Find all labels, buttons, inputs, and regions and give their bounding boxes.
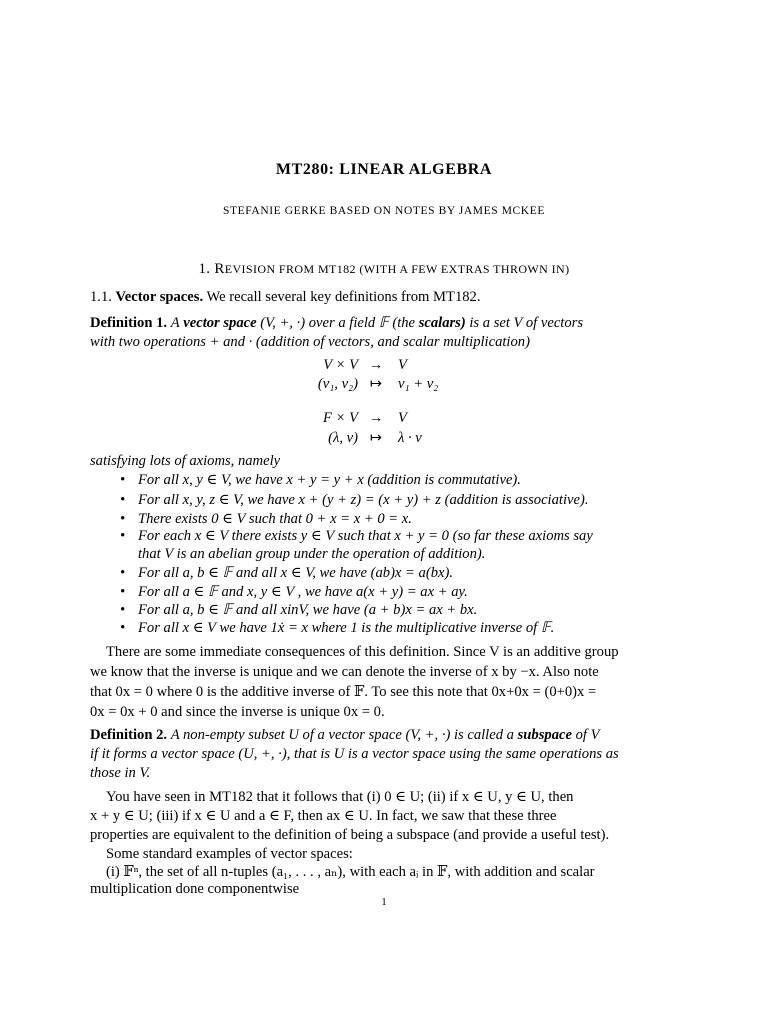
subsection-number: 1.1. xyxy=(90,289,112,305)
axiom-continuation: that V is an abelian group under the operation of addition). xyxy=(138,546,486,562)
definition-2-line-3: those in V. xyxy=(90,765,151,781)
axiom-item xyxy=(120,600,698,620)
definition-1-text: (V, +, ·) over a field 𝔽 (the xyxy=(260,315,416,331)
section-number: 1. xyxy=(198,261,211,277)
definition-2-line-1 xyxy=(90,725,668,745)
definition-2-label: Definition 2. xyxy=(90,727,168,743)
definition-1-label: Definition 1. xyxy=(90,315,168,331)
paragraph-line: that 0x = 0 where 0 is the additive inverse of 𝔽. To see this note that 0x+0x = (0+0)x = xyxy=(90,684,597,700)
section-title-initial: R xyxy=(214,261,225,277)
bullet-icon: • xyxy=(120,528,126,544)
axiom-item xyxy=(120,618,698,638)
map-arrow: ↦ xyxy=(369,430,383,446)
map-arrow: → xyxy=(368,410,384,426)
axiom-item xyxy=(120,582,698,602)
paragraph-line: properties are equivalent to the definition of being a subspace (and provide a useful test). xyxy=(90,827,610,843)
paragraph-line: There are some immediate consequences of this definition. Since V is an additive group xyxy=(106,644,619,660)
bullet-icon: • xyxy=(120,511,126,527)
map-domain: (λ, v) xyxy=(328,430,358,446)
section-heading xyxy=(0,259,768,279)
bullet-icon: • xyxy=(120,472,126,488)
axiom-text: For all a, b ∈ 𝔽 and all x ∈ V, we have (ab)x = a(bx). xyxy=(138,565,453,581)
definition-2-line-2: if it forms a vector space (U, +, ·), that is U is a vector space using the same operations as xyxy=(90,746,619,762)
map-codomain: V xyxy=(398,357,407,373)
definition-1-term-scalars: scalars) xyxy=(418,315,466,331)
document-authors: STEFANIE GERKE BASED ON NOTES BY JAMES MCKEE xyxy=(223,205,545,217)
map-domain: V × V xyxy=(323,357,358,373)
section-title-rest: EVISION FROM MT182 (WITH A FEW EXTRAS THROWN IN) xyxy=(224,262,570,276)
definition-1-term: vector space xyxy=(183,315,257,331)
subsection-line xyxy=(90,287,668,307)
axiom-text: For all x ∈ V we have 1ẋ = x where 1 is the multiplicative inverse of 𝔽. xyxy=(138,620,555,636)
map-codomain: V xyxy=(398,410,407,426)
definition-2-text: of V xyxy=(575,727,600,743)
map-codomain: v₁ + v₂ xyxy=(398,376,439,392)
definition-1-line-1 xyxy=(90,313,668,333)
bullet-icon: • xyxy=(120,584,126,600)
subsection-heading: Vector spaces. xyxy=(115,289,204,305)
page-number: 1 xyxy=(381,896,387,908)
map-domain: F × V xyxy=(323,410,358,426)
axiom-text: For all x, y, z ∈ V, we have x + (y + z) = (x + y) + z (addition is associative). xyxy=(138,492,589,508)
axiom-text: For each x ∈ V there exists y ∈ V such that x + y = 0 (so far these axioms say xyxy=(138,528,593,544)
axioms-intro: satisfying lots of axioms, namely xyxy=(90,453,281,469)
axiom-text: There exists 0 ∈ V such that 0 + x = x + 0 = x. xyxy=(138,511,412,527)
paragraph-line: Some standard examples of vector spaces: xyxy=(106,846,353,862)
definition-1-line-2: with two operations + and · (addition of vectors, and scalar multiplication) xyxy=(90,334,530,350)
definition-2-text: A non-empty subset U of a vector space (V, +, ·) is called a xyxy=(170,727,514,743)
axiom-text: For all a, b ∈ 𝔽 and all xinV, we have (a + b)x = ax + bx. xyxy=(138,602,478,618)
map-domain: (v₁, v₂) xyxy=(317,376,358,392)
paragraph-line: You have seen in MT182 that it follows that (i) 0 ∈ U; (ii) if x ∈ U, y ∈ U, then xyxy=(106,789,574,805)
axiom-item xyxy=(120,563,698,583)
bullet-icon: • xyxy=(120,565,126,581)
definition-1-text: is a set V of vectors xyxy=(469,315,584,331)
bullet-icon: • xyxy=(120,620,126,636)
paragraph-line: we know that the inverse is unique and we can denote the inverse of x by −x. Also note xyxy=(90,664,599,680)
bullet-icon: • xyxy=(120,602,126,618)
definition-2-term: subspace xyxy=(517,727,572,743)
paragraph-line: 0x = 0x + 0 and since the inverse is unique 0x = 0. xyxy=(90,704,385,720)
map-arrow: → xyxy=(368,357,384,373)
subsection-text: We recall several key definitions from MT182. xyxy=(206,289,481,305)
map-arrow: ↦ xyxy=(369,376,383,392)
document-title: MT280: LINEAR ALGEBRA xyxy=(275,161,493,178)
paragraph-line: x + y ∈ U; (iii) if x ∈ U and a ∈ F, then ax ∈ U. In fact, we saw that these three xyxy=(90,808,557,824)
definition-1-text: A xyxy=(170,315,180,331)
map-codomain: λ · v xyxy=(398,430,422,446)
bullet-icon: • xyxy=(120,492,126,508)
axiom-item xyxy=(120,526,698,546)
axiom-item xyxy=(120,470,698,490)
paragraph-line: (i) 𝔽ⁿ, the set of all n-tuples (a₁, . . . , aₙ), with each aᵢ in 𝔽, with addition and scalar xyxy=(106,864,595,880)
axiom-item xyxy=(120,490,698,510)
paragraph-line: multiplication done componentwise xyxy=(90,881,300,897)
axiom-text: For all x, y ∈ V, we have x + y = y + x (addition is commutative). xyxy=(138,472,521,488)
axiom-text: For all a ∈ 𝔽 and x, y ∈ V , we have a(x + y) = ax + ay. xyxy=(138,584,468,600)
